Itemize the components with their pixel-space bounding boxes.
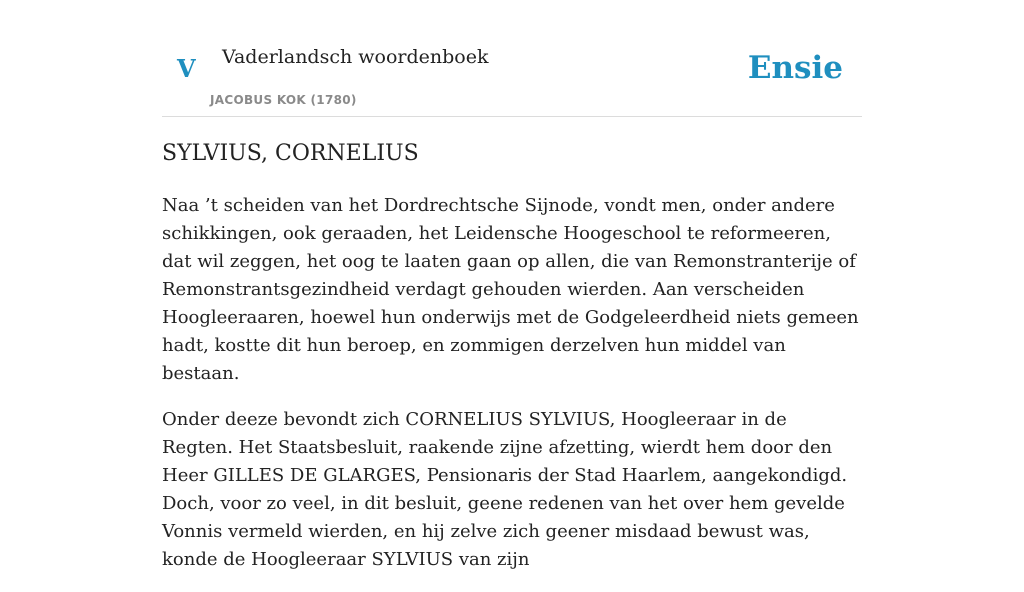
- entry-paragraph: Naa ’t scheiden van het Dordrechtsche Sijnode, vondt men, onder andere schikkingen, ook geraaden, het Leidensche Hoogeschool te reformeeren, dat wil zeggen, het oog te laaten gaan op allen, die van Remonstranterije of Remonstrantsgezindheid verdagt gehouden wierden. Aan verscheiden Hoogleeraaren, hoewel hun onderwijs met de Godgeleerdheid niets gemeen hadt, kostte dit hun beroep, en zommigen derzelven hun middel van bestaan.: [162, 195, 859, 384]
- entry-title: SYLVIUS, CORNELIUS: [162, 141, 419, 166]
- ensie-logo-link[interactable]: Ensie: [747, 50, 843, 86]
- letter-index-link[interactable]: V: [177, 54, 196, 83]
- entry-content: [162, 192, 862, 592]
- book-header: [162, 0, 862, 117]
- book-author: JACOBUS KOK (1780): [210, 93, 357, 107]
- book-title-link[interactable]: Vaderlandsch woordenboek: [222, 46, 489, 68]
- entry-paragraph: Onder deeze bevondt zich CORNELIUS SYLVIUS, Hoogleeraar in de Regten. Het Staatsbesluit, raakende zijne afzetting, wierdt hem door den Heer GILLES DE GLARGES, Pensionaris der Stad Haarlem, aangekondigd. Doch, voor zo veel, in dit besluit, geene redenen van het over hem gevelde Vonnis vermeld wierden, en hij zelve zich geener misdaad bewust was, konde de Hoogleeraar SYLVIUS van zijn: [162, 409, 848, 570]
